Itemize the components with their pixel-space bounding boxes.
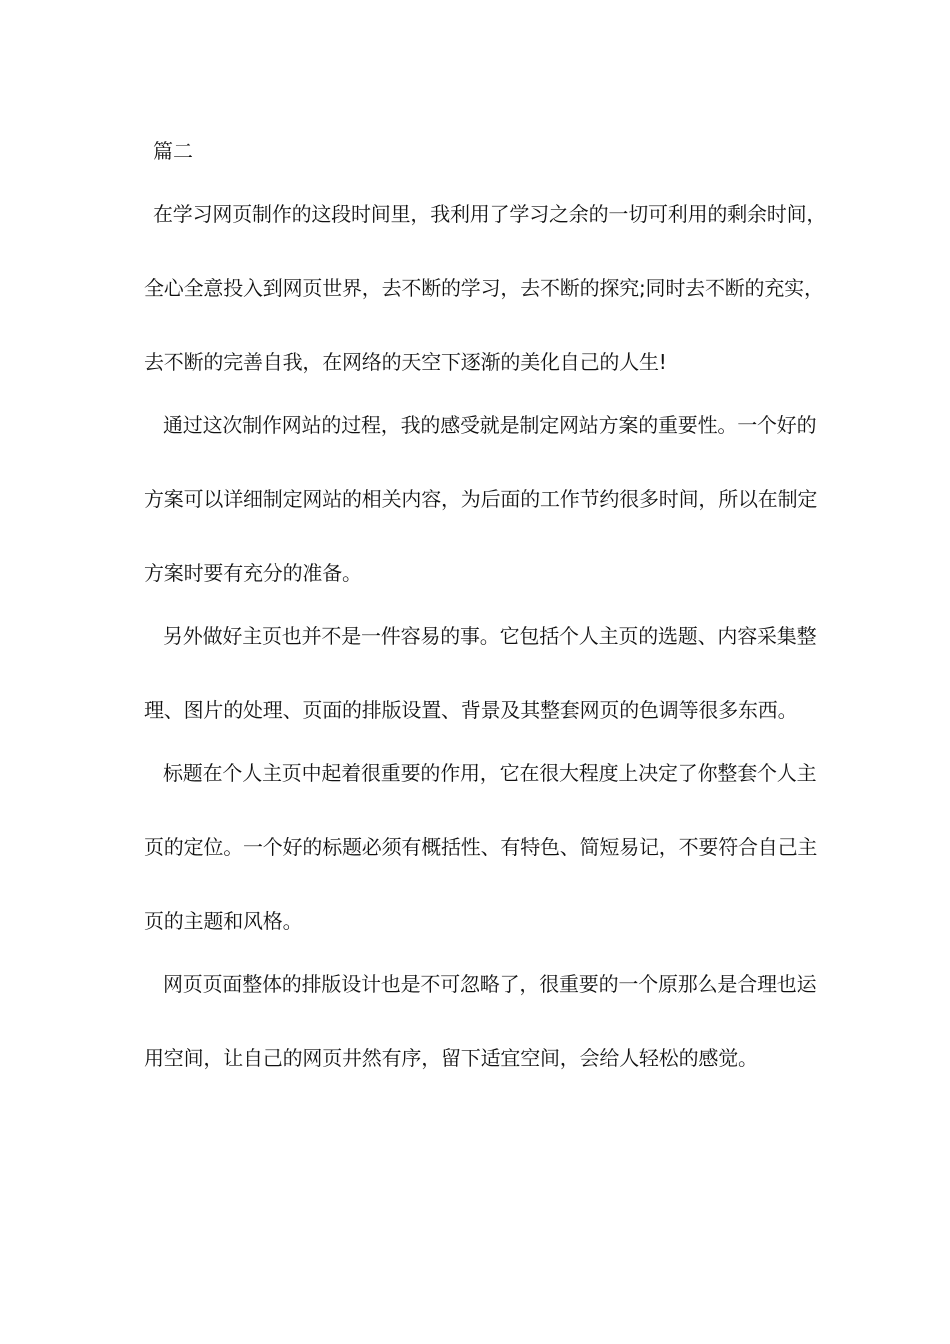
paragraph-line: 方案时要有充分的准备。: [144, 561, 362, 585]
paragraph-line: 页的主题和风格。: [144, 909, 303, 933]
paragraph-line: 网页页面整体的排版设计也是不可忽略了，很重要的一个原那么是合理也运: [163, 972, 817, 996]
paragraph-line: 用空间，让自己的网页井然有序，留下适宜空间，会给人轻松的感觉。: [144, 1046, 758, 1070]
paragraph-line: 在学习网页制作的这段时间里，我利用了学习之余的一切可利用的剩余时间，: [153, 202, 827, 226]
paragraph-line: 去不断的完善自我，在网络的天空下逐渐的美化自己的人生!: [144, 350, 667, 374]
section-heading: 篇二: [153, 139, 193, 163]
paragraph-line: 标题在个人主页中起着很重要的作用，它在很大程度上决定了你整套个人主: [163, 761, 817, 785]
paragraph-line: 方案可以详细制定网站的相关内容，为后面的工作节约很多时间，所以在制定: [144, 487, 818, 511]
paragraph-line: 理、图片的处理、页面的排版设置、背景及其整套网页的色调等很多东西。: [144, 698, 798, 722]
paragraph-line: 另外做好主页也并不是一件容易的事。它包括个人主页的选题、内容采集整: [163, 624, 817, 648]
paragraph-line: 通过这次制作网站的过程，我的感受就是制定网站方案的重要性。一个好的: [163, 413, 817, 437]
paragraph-line: 页的定位。一个好的标题必须有概括性、有特色、简短易记，不要符合自己主: [144, 835, 818, 859]
paragraph-line: 全心全意投入到网页世界，去不断的学习，去不断的探究;同时去不断的充实，: [144, 276, 824, 300]
